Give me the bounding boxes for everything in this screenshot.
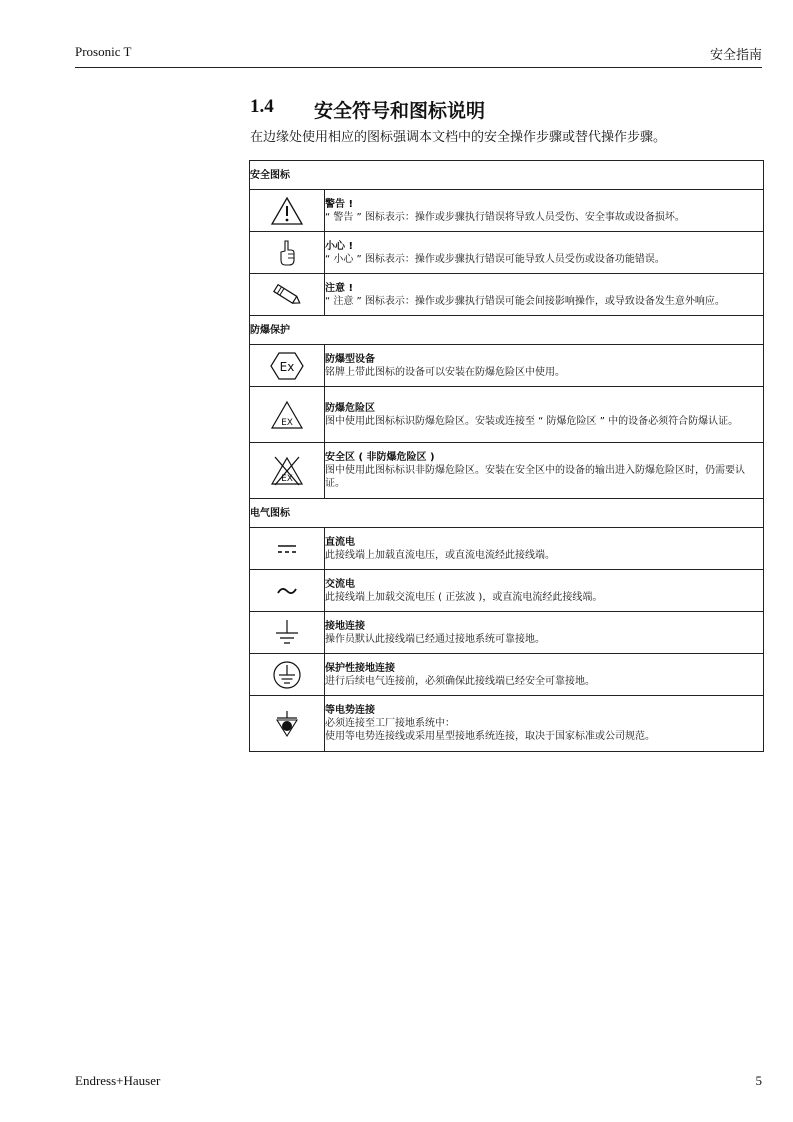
row-title: 防爆型设备: [325, 353, 375, 365]
ground-icon: [250, 612, 325, 654]
ex-hexagon-icon: [250, 345, 325, 387]
header-rule: [75, 67, 762, 68]
row-description: [325, 528, 764, 570]
row-description: [325, 345, 764, 387]
direct-current-icon: [250, 528, 325, 570]
row-text: 操作员默认此接线端已经通过接地系统可靠接地。: [325, 633, 545, 645]
row-text: “ 警告 ” 图标表示：操作或步骤执行错误将导致人员受伤、安全事故或设备损坏。: [325, 211, 685, 223]
row-description: [325, 654, 764, 696]
row-title: 安全区 ( 非防爆危险区 ): [325, 452, 435, 463]
row-description: [325, 570, 764, 612]
table-row: [250, 570, 764, 612]
group-header-row: [250, 499, 764, 528]
svg-text:EX: EX: [281, 417, 293, 428]
header-chapter-title: 安全指南: [709, 47, 762, 62]
ex-triangle-icon: [250, 387, 325, 443]
alternating-current-icon: [250, 570, 325, 612]
pencil-note-icon: [250, 274, 325, 316]
row-description: [325, 612, 764, 654]
group-heading: 防爆保护: [250, 316, 764, 345]
raised-finger-icon: [250, 232, 325, 274]
warning-triangle-icon: [250, 190, 325, 232]
row-description: [325, 443, 764, 499]
row-description: [325, 274, 764, 316]
table-row: [250, 696, 764, 752]
row-description: [325, 190, 764, 232]
row-text: 进行后续电气连接前，必须确保此接线端已经安全可靠接地。: [325, 675, 595, 687]
row-text: 图中使用此图标标识非防爆危险区。安装在安全区中的设备的输出进入防爆危险区时，仍需要认证。: [325, 465, 745, 489]
ex-crossed-icon: [250, 443, 325, 499]
table-row: [250, 528, 764, 570]
row-title: 交流电: [325, 578, 355, 590]
row-description: [325, 232, 764, 274]
row-title: 防爆危险区: [325, 402, 375, 414]
row-text: 必须连接至工厂接地系统中： 使用等电势连接线或采用星型接地系统连接，取决于国家标准或公司规范。: [325, 718, 655, 742]
section-title: 安全符号和图标说明: [314, 100, 486, 122]
protective-earth-icon: [250, 654, 325, 696]
group-header-row: [250, 161, 764, 190]
table-row: [250, 387, 764, 443]
table-row: [250, 274, 764, 316]
row-title: 小心 !: [325, 240, 354, 252]
symbols-table: [249, 160, 764, 752]
table-row: [250, 232, 764, 274]
row-title: 注意 !: [325, 282, 354, 294]
table-row: [250, 654, 764, 696]
row-title: 直流电: [325, 536, 355, 548]
row-text: “ 小心 ” 图标表示：操作或步骤执行错误可能导致人员受伤或设备功能错误。: [325, 253, 665, 265]
row-description: [325, 387, 764, 443]
table-row: [250, 190, 764, 232]
group-heading: 电气图标: [250, 499, 764, 528]
row-title: 接地连接: [325, 620, 365, 632]
page-number: 5: [755, 1073, 762, 1088]
row-text: 图中使用此图标标识防爆危险区。安装或连接至 “ 防爆危险区 ” 中的设备必须符合防爆认证。: [325, 415, 739, 427]
equipotential-icon: [250, 696, 325, 752]
row-text: 此接线端上加载交流电压 ( 正弦波 )，或直流电流经此接线端。: [325, 591, 603, 603]
row-title: 警告 !: [325, 198, 354, 210]
row-text: “ 注意 ” 图标表示：操作或步骤执行错误可能会间接影响操作，或导致设备发生意外响应。: [325, 295, 725, 307]
svg-text:EX: EX: [281, 473, 293, 484]
row-text: 铭牌上带此图标的设备可以安装在防爆危险区中使用。: [325, 366, 565, 378]
row-title: 保护性接地连接: [325, 662, 395, 674]
section-intro: 在边缘处使用相应的图标强调本文档中的安全操作步骤或替代操作步骤。: [250, 130, 667, 145]
group-header-row: [250, 316, 764, 345]
row-description: [325, 696, 764, 752]
row-title: 等电势连接: [325, 705, 375, 716]
section-number: 1.4: [250, 96, 274, 117]
table-row: [250, 443, 764, 499]
table-row: [250, 612, 764, 654]
svg-text:Ex: Ex: [279, 359, 295, 374]
footer-brand: Endress+Hauser: [75, 1073, 161, 1088]
table-row: [250, 345, 764, 387]
row-text: 此接线端上加载直流电压，或直流电流经此接线端。: [325, 549, 555, 561]
header-product-name: Prosonic T: [75, 44, 132, 59]
group-heading: 安全图标: [250, 161, 764, 190]
